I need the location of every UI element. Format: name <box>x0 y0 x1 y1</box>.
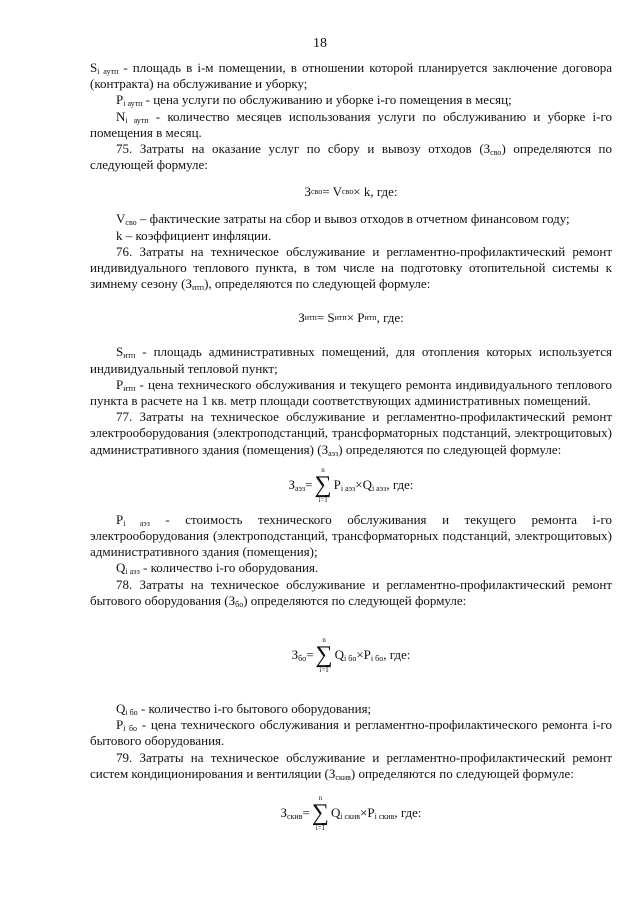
subscript: скив <box>335 772 351 782</box>
formula-variable: $Q_{i бо}$ <box>334 646 357 663</box>
summation-operator <box>312 794 329 832</box>
summation-upper-limit: n <box>321 465 325 474</box>
sigma-symbol: ∑ <box>311 800 329 827</box>
summation-operator <box>316 636 333 674</box>
paragraph: $V_{сво}$ – фактические затраты на сбор и вывоз отходов в отчетном финансовом году; <box>116 211 570 228</box>
subscript: итп <box>123 383 136 393</box>
subscript: i скив <box>340 811 361 821</box>
summation-formula: $З_{скив}$ = n ∑ i=1 $Q_{i скив}$ × $P_{i скив}$ , где: <box>280 794 422 833</box>
subscript: i аутп <box>125 115 149 125</box>
summation-lower-limit: i=1 <box>315 824 326 833</box>
subscript: бо <box>235 599 244 609</box>
paragraph: 75. Затраты на оказание услуг по сбору и вывозу отходов $(З_{сво})$ определяются по следующей формуле: <box>90 141 612 173</box>
subscript: i аэз <box>371 483 387 493</box>
paragraph: $P_{итп}$ - цена технического обслуживания и текущего ремонта индивидуального теплового пункта в расчете на 1 кв. метр площади соответствующих административных помещений. <box>90 376 612 409</box>
subscript: бо <box>298 653 307 663</box>
paragraph: $P_{i аэз}$ - стоимость технического обслуживания и текущего ремонта i-го электрооборудования (электроподстанций, трансформаторных подстанций, электрощитовых) административного здания (помещения); <box>90 511 612 560</box>
paragraph: 77. Затраты на техническое обслуживание и регламентно-профилактический ремонт электрооборудования (электроподстанций, трансформаторных подстанций, электрощитовых) административного здания (помещения) $(З_{аэз})$ определяются по следующей формуле: <box>90 409 612 458</box>
formula-variable: $З_{скив}$ <box>280 804 303 821</box>
page-number: 18 <box>313 36 327 51</box>
summation-lower-limit: i=1 <box>319 666 329 675</box>
subscript: итп <box>192 283 205 293</box>
formula-variable: $P_{i бо}$ <box>363 646 384 663</box>
paragraph: $S_{i аутп}$ - площадь в i-м помещении, в отношении которой планируется заключение договора (контракта) на обслуживание и уборку; <box>90 60 612 92</box>
subscript: i бо <box>125 708 138 718</box>
formula-variable: $Q_{i скив}$ <box>330 804 361 821</box>
summation-operator <box>315 466 332 504</box>
subscript: i аэз <box>123 518 150 528</box>
paragraph: $S_{итп}$ - площадь административных помещений, для отопления которых используется индивидуальный тепловой пункт; <box>90 344 612 376</box>
subscript: i бо <box>123 724 138 734</box>
formula-variable: $Q_{i аэз}$ <box>362 476 387 493</box>
subscript: аэз <box>328 448 339 458</box>
paragraph: $P_{i бо}$ - цена технического обслуживания и регламентно-профилактического ремонта i-го бытового оборудования. <box>90 717 612 749</box>
paragraph: $N_{i аутп}$ - количество месяцев использования услуги по обслуживанию и уборке i-го помещения в месяц. <box>90 108 612 140</box>
paragraph: 78. Затраты на техническое обслуживание и регламентно-профилактический ремонт бытового оборудования $(З_{бо})$ определяются по следующей формуле: <box>90 576 612 609</box>
paragraph: $Q_{i аэз}$ - количество i-го оборудования. <box>116 560 319 577</box>
subscript: итп <box>123 351 136 361</box>
paragraph: 79. Затраты на техническое обслуживание и регламентно-профилактический ремонт систем кондиционирования и вентиляции $(З_{скив})$ определяются по следующей формуле: <box>90 749 612 782</box>
subscript: i аутп <box>123 99 143 109</box>
formula-variable: $P_{i аэз}$ <box>333 476 356 493</box>
summation-formula: $З_{аэз}$ = n ∑ i=1 $P_{i аэз}$ × $Q_{i аэз}$ , где: <box>288 465 414 504</box>
sigma-symbol: ∑ <box>315 642 333 669</box>
formula-variable: $З_{бо}$ <box>291 646 307 663</box>
paragraph: $P_{i аутп}$ - цена услуги по обслуживанию и уборке i-го помещения в месяц; <box>116 92 512 109</box>
subscript: i аэз <box>125 567 140 577</box>
subscript: i бо <box>370 653 384 663</box>
paragraph: k – коэффициент инфляции. <box>116 227 272 243</box>
summation-upper-limit: n <box>322 636 326 645</box>
formula: З сво = V сво × k, где: <box>304 184 398 200</box>
document-body <box>90 60 612 844</box>
subscript: i аэз <box>340 483 356 493</box>
formula-variable: $З_{аэз}$ <box>288 476 306 493</box>
paragraph: 76. Затраты на техническое обслуживание и регламентно-профилактический ремонт индивидуального теплового пункта, в том числе на подготовку отопительной системы к зимнему сезону $(З_{итп})$, определяются по следующей формуле: <box>90 243 612 293</box>
summation-formula: $З_{бо}$ = n ∑ i=1 $Q_{i бо}$ × $P_{i бо}$ , где: <box>291 636 411 675</box>
subscript: i аутп <box>97 67 119 76</box>
summation-upper-limit: n <box>318 794 323 803</box>
subscript: сво <box>490 148 502 158</box>
sigma-symbol: ∑ <box>314 471 332 498</box>
subscript: скив <box>286 811 303 821</box>
subscript: сво <box>125 218 137 228</box>
formula: З итп = S итп × P итп , где: <box>298 310 404 326</box>
formula-variable: $P_{i скив}$ <box>367 804 395 821</box>
summation-lower-limit: i=1 <box>318 495 328 504</box>
subscript: аэз <box>295 483 306 493</box>
subscript: i бо <box>344 653 357 663</box>
subscript: i скив <box>374 811 395 821</box>
paragraph: $Q_{i бо}$ - количество i-го бытового оборудования; <box>116 701 372 718</box>
